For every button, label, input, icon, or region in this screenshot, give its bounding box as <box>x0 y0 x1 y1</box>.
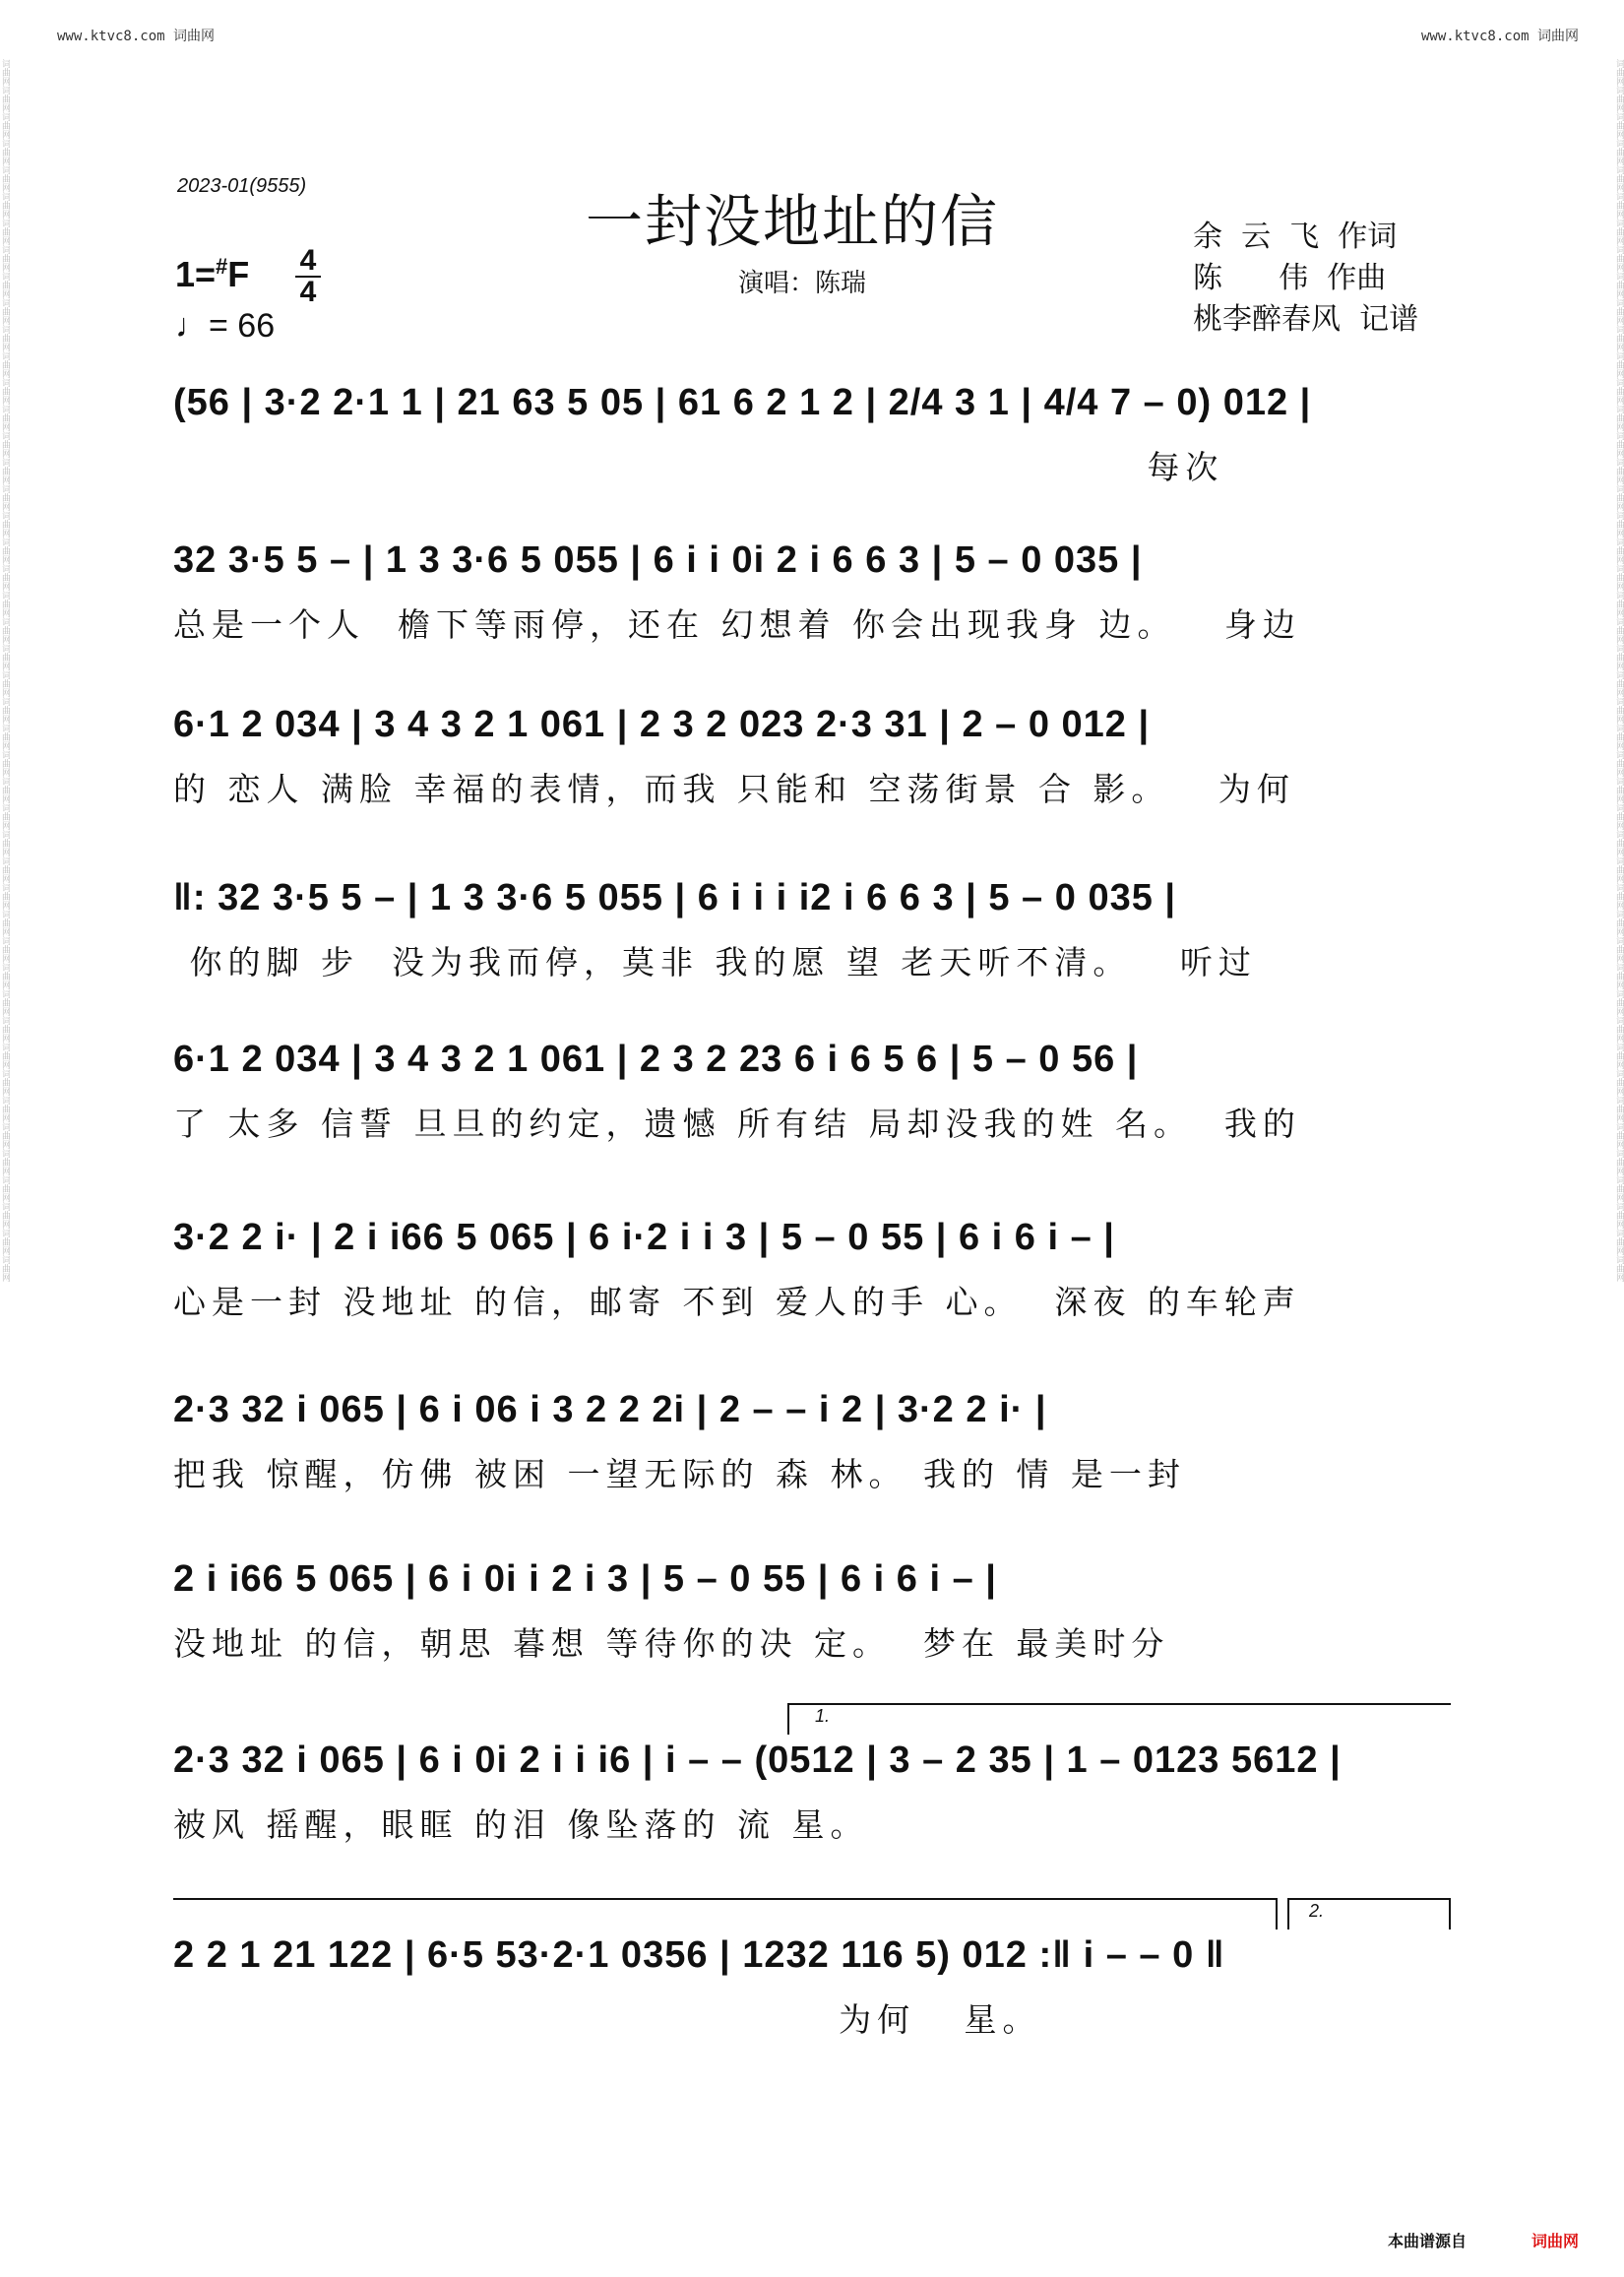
source-site-link[interactable]: 词曲网 <box>1530 2232 1579 2250</box>
lyrics-line: 你的脚 步 没为我而停，莫非 我的愿 望 老天听不清。 听过 <box>173 943 1257 981</box>
volta-bracket-1 <box>787 1703 1451 1735</box>
notation-line: ‖: 32 3·5 5 – | 1 3 3·6 5 055 | 6 i i i i2 i 6 6 3 | 5 – 0 035 | <box>173 877 1177 918</box>
source-note: 本曲谱源自 <box>1387 2232 1467 2250</box>
key-signature <box>175 254 249 295</box>
lyrics-line: 每次 <box>173 448 1224 486</box>
notation-line: 2 2 1 21 122 | 6·5 53·2·1 0356 | 1232 116 5) 012 :‖ i – – 0 ‖ <box>173 1934 1225 1976</box>
lyrics-line: 被风 摇醒，眼眶 的泪 像坠落的 流 星。 <box>173 1805 869 1844</box>
score-row-10 <box>173 1931 1453 2042</box>
lyrics-line: 了 太多 信誓 旦旦的约定，遗憾 所有结 局却没我的姓 名。 我的 <box>173 1105 1301 1143</box>
composer-credit: 陈 伟 作曲 <box>1193 261 1387 295</box>
volta-label-1: 1. <box>815 1706 831 1726</box>
transcriber-credit: 桃李醉春风 记谱 <box>1193 302 1419 337</box>
notation-line: 2 i i66 5 065 | 6 i 0i i 2 i 3 | 5 – 0 55 | 6 i 6 i – | <box>173 1558 997 1600</box>
notation-line: 3·2 2 i· | 2 i i66 5 065 | 6 i·2 i i 3 | 5 – 0 55 | 6 i 6 i – | <box>173 1217 1115 1258</box>
notation-line: 32 3·5 5 – | 1 3 3·6 5 055 | 6 i i 0i 2 i 6 6 3 | 5 – 0 035 | <box>173 539 1143 581</box>
notation-line: (56 | 3·2 2·1 1 | 21 63 5 05 | 61 6 2 1 2 | 2/4 3 1 | 4/4 7 – 0) 012 | <box>173 382 1312 423</box>
credits <box>1193 217 1418 341</box>
volta-bracket-1-continued <box>173 1898 1278 1929</box>
notation-line: 2·3 32 i 065 | 6 i 0i 2 i i i6 | i – – (0512 | 3 – 2 35 | 1 – 0123 5612 | <box>173 1739 1342 1781</box>
time-signature-bottom: 4 <box>299 276 317 308</box>
page-title: 一封没地址的信 <box>586 188 1000 255</box>
lyrics-line: 把我 惊醒，仿佛 被困 一望无际的 森 林。 我的 情 是一封 <box>173 1455 1186 1493</box>
lyrics-line: 没地址 的信，朝思 暮想 等待你的决 定。 梦在 最美时分 <box>173 1624 1170 1663</box>
score-row-7 <box>173 1386 1453 1496</box>
lyrics-line: 心是一封 没地址 的信，邮寄 不到 爱人的手 心。 深夜 的车轮声 <box>173 1283 1301 1321</box>
side-watermark-right: 词曲网词曲网词曲网词曲网词曲网词曲网词曲网词曲网词曲网词曲网词曲网词曲网词曲网词曲网词曲网词曲网词曲网词曲网词曲网词曲网词曲网词曲网词曲网词曲网词曲网词曲网词曲网词曲网词曲网词曲网词曲网词曲网词曲网词曲网词曲网词曲网词曲网词曲网词曲网词曲网词曲网词曲网词曲网词曲网词曲网词曲网 <box>1614 59 1624 1282</box>
notation-line: 6·1 2 034 | 3 4 3 2 1 061 | 2 3 2 023 2·3 31 | 2 – 0 012 | <box>173 704 1151 745</box>
key-note: F <box>227 254 250 294</box>
tempo-marking: ♩= 66 <box>175 307 276 345</box>
notation-line: 6·1 2 034 | 3 4 3 2 1 061 | 2 3 2 23 6 i 6 5 6 | 5 – 0 56 | <box>173 1039 1139 1080</box>
lyrics-line: 为何 星。 <box>173 2000 1041 2039</box>
volta-label-2: 2. <box>1309 1901 1325 1921</box>
singer-credit: 演唱：陈瑞 <box>738 269 867 298</box>
score-row-6 <box>173 1214 1453 1324</box>
score-row-9 <box>173 1737 1453 1847</box>
site-watermark-left: www.ktvc8.com 词曲网 <box>57 29 216 44</box>
lyrics-line: 总是一个人 檐下等雨停，还在 幻想着 你会出现我身 边。 身边 <box>173 605 1301 644</box>
score-row-2 <box>173 537 1453 647</box>
score-row-4 <box>173 874 1453 984</box>
time-signature <box>295 246 321 307</box>
key-sharp: # <box>216 254 228 279</box>
score-row-1 <box>173 379 1453 489</box>
lyrics-line: 的 恋人 满脸 幸福的表情，而我 只能和 空荡街景 合 影。 为何 <box>173 770 1295 808</box>
site-watermark-right: www.ktvc8.com 词曲网 <box>1420 29 1579 44</box>
lyricist-credit: 余 云 飞 作词 <box>1193 220 1398 254</box>
score-row-8 <box>173 1555 1453 1666</box>
notation-line: 2·3 32 i 065 | 6 i 06 i 3 2 2 2i | 2 – – i 2 | 3·2 2 i· | <box>173 1389 1047 1430</box>
side-watermark-left: 词曲网词曲网词曲网词曲网词曲网词曲网词曲网词曲网词曲网词曲网词曲网词曲网词曲网词曲网词曲网词曲网词曲网词曲网词曲网词曲网词曲网词曲网词曲网词曲网词曲网词曲网词曲网词曲网词曲网词曲网词曲网词曲网词曲网词曲网词曲网词曲网词曲网词曲网词曲网词曲网词曲网词曲网词曲网词曲网词曲网词曲网 <box>0 59 10 1282</box>
score-row-3 <box>173 701 1453 811</box>
key-prefix: 1= <box>175 254 217 294</box>
score-row-5 <box>173 1036 1453 1146</box>
time-signature-top: 4 <box>299 244 317 277</box>
score-code: 2023-01(9555) <box>177 175 307 197</box>
